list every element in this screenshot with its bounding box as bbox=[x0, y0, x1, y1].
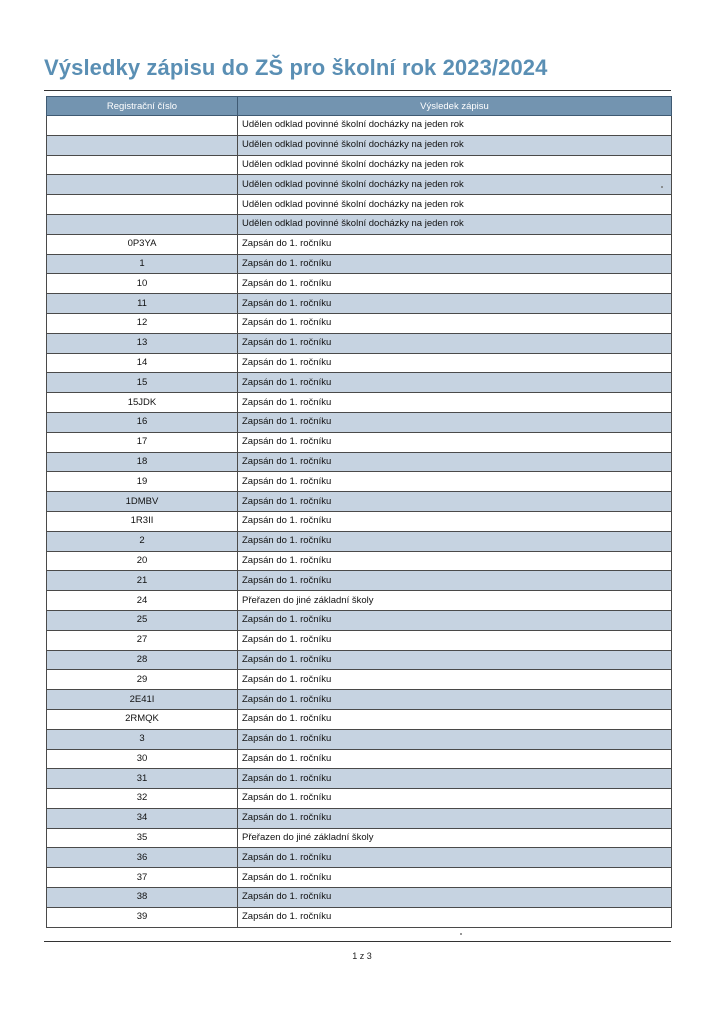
result-cell: Zapsán do 1. ročníku bbox=[238, 888, 672, 908]
registration-number-cell: 32 bbox=[47, 789, 238, 809]
result-cell: Zapsán do 1. ročníku bbox=[238, 393, 672, 413]
registration-number-cell: 39 bbox=[47, 907, 238, 927]
result-cell: Zapsán do 1. ročníku bbox=[238, 511, 672, 531]
registration-number-cell bbox=[47, 155, 238, 175]
table-row bbox=[47, 333, 672, 353]
table-row bbox=[47, 195, 672, 215]
result-cell: Zapsán do 1. ročníku bbox=[238, 333, 672, 353]
table-row bbox=[47, 175, 672, 195]
registration-number-cell: 15 bbox=[47, 373, 238, 393]
table-row bbox=[47, 313, 672, 333]
registration-number-cell: 2 bbox=[47, 531, 238, 551]
column-header-result: Výsledek zápisu bbox=[238, 97, 672, 116]
top-divider bbox=[44, 90, 671, 91]
table-row bbox=[47, 234, 672, 254]
result-cell: Zapsán do 1. ročníku bbox=[238, 412, 672, 432]
result-cell: Zapsán do 1. ročníku bbox=[238, 551, 672, 571]
registration-number-cell: 1 bbox=[47, 254, 238, 274]
table-row bbox=[47, 571, 672, 591]
result-cell: Zapsán do 1. ročníku bbox=[238, 848, 672, 868]
registration-number-cell: 37 bbox=[47, 868, 238, 888]
page-title: Výsledky zápisu do ZŠ pro školní rok 2023/2024 bbox=[44, 55, 548, 80]
result-cell: Zapsán do 1. ročníku bbox=[238, 670, 672, 690]
registration-number-cell: 35 bbox=[47, 828, 238, 848]
result-cell: Zapsán do 1. ročníku bbox=[238, 907, 672, 927]
registration-number-cell bbox=[47, 175, 238, 195]
result-cell: Udělen odklad povinné školní docházky na jeden rok bbox=[238, 116, 672, 136]
registration-number-cell: 24 bbox=[47, 591, 238, 611]
registration-number-cell: 25 bbox=[47, 610, 238, 630]
registration-number-cell: 34 bbox=[47, 808, 238, 828]
registration-number-cell: 18 bbox=[47, 452, 238, 472]
results-table bbox=[46, 96, 672, 928]
result-cell: Zapsán do 1. ročníku bbox=[238, 432, 672, 452]
table-row bbox=[47, 214, 672, 234]
registration-number-cell bbox=[47, 135, 238, 155]
result-cell: Zapsán do 1. ročníku bbox=[238, 789, 672, 809]
registration-number-cell: 15JDK bbox=[47, 393, 238, 413]
result-cell: Zapsán do 1. ročníku bbox=[238, 630, 672, 650]
table-row bbox=[47, 551, 672, 571]
result-cell: Zapsán do 1. ročníku bbox=[238, 709, 672, 729]
result-cell: Zapsán do 1. ročníku bbox=[238, 294, 672, 314]
registration-number-cell: 20 bbox=[47, 551, 238, 571]
table-row bbox=[47, 353, 672, 373]
page-number: 1 z 3 bbox=[352, 951, 372, 961]
table-row bbox=[47, 531, 672, 551]
result-cell: Zapsán do 1. ročníku bbox=[238, 254, 672, 274]
registration-number-cell: 28 bbox=[47, 650, 238, 670]
registration-number-cell: 31 bbox=[47, 769, 238, 789]
table-body bbox=[47, 116, 672, 928]
table-row bbox=[47, 670, 672, 690]
column-header-registration-number: Registrační číslo bbox=[47, 97, 238, 116]
scan-speck bbox=[661, 186, 663, 188]
registration-number-cell bbox=[47, 195, 238, 215]
scan-speck bbox=[460, 933, 462, 935]
result-cell: Zapsán do 1. ročníku bbox=[238, 650, 672, 670]
table-row bbox=[47, 749, 672, 769]
table-row bbox=[47, 511, 672, 531]
table-row bbox=[47, 492, 672, 512]
table-row bbox=[47, 690, 672, 710]
registration-number-cell: 29 bbox=[47, 670, 238, 690]
registration-number-cell: 12 bbox=[47, 313, 238, 333]
table-row bbox=[47, 650, 672, 670]
registration-number-cell: 0P3YA bbox=[47, 234, 238, 254]
registration-number-cell: 16 bbox=[47, 412, 238, 432]
result-cell: Zapsán do 1. ročníku bbox=[238, 610, 672, 630]
registration-number-cell bbox=[47, 116, 238, 136]
registration-number-cell: 17 bbox=[47, 432, 238, 452]
registration-number-cell: 30 bbox=[47, 749, 238, 769]
table-row bbox=[47, 452, 672, 472]
table-row bbox=[47, 888, 672, 908]
result-cell: Udělen odklad povinné školní docházky na jeden rok bbox=[238, 135, 672, 155]
result-cell: Zapsán do 1. ročníku bbox=[238, 868, 672, 888]
result-cell: Přeřazen do jiné základní školy bbox=[238, 828, 672, 848]
table-row bbox=[47, 135, 672, 155]
registration-number-cell: 2RMQK bbox=[47, 709, 238, 729]
registration-number-cell: 38 bbox=[47, 888, 238, 908]
table-row bbox=[47, 432, 672, 452]
registration-number-cell: 36 bbox=[47, 848, 238, 868]
table-row bbox=[47, 789, 672, 809]
result-cell: Udělen odklad povinné školní docházky na jeden rok bbox=[238, 195, 672, 215]
result-cell: Udělen odklad povinné školní docházky na jeden rok bbox=[238, 214, 672, 234]
result-cell: Zapsán do 1. ročníku bbox=[238, 234, 672, 254]
result-cell: Zapsán do 1. ročníku bbox=[238, 313, 672, 333]
table-row bbox=[47, 848, 672, 868]
table-row bbox=[47, 412, 672, 432]
table-row bbox=[47, 373, 672, 393]
result-cell: Zapsán do 1. ročníku bbox=[238, 690, 672, 710]
registration-number-cell: 2E41I bbox=[47, 690, 238, 710]
table-row bbox=[47, 274, 672, 294]
table-row bbox=[47, 155, 672, 175]
table-header-row bbox=[47, 97, 672, 116]
registration-number-cell bbox=[47, 214, 238, 234]
table-row bbox=[47, 868, 672, 888]
table-row bbox=[47, 907, 672, 927]
table-row bbox=[47, 294, 672, 314]
registration-number-cell: 13 bbox=[47, 333, 238, 353]
registration-number-cell: 27 bbox=[47, 630, 238, 650]
result-cell: Zapsán do 1. ročníku bbox=[238, 274, 672, 294]
table-row bbox=[47, 116, 672, 136]
result-cell: Zapsán do 1. ročníku bbox=[238, 531, 672, 551]
table-row bbox=[47, 254, 672, 274]
registration-number-cell: 1DMBV bbox=[47, 492, 238, 512]
result-cell: Zapsán do 1. ročníku bbox=[238, 353, 672, 373]
registration-number-cell: 21 bbox=[47, 571, 238, 591]
table-row bbox=[47, 610, 672, 630]
table-row bbox=[47, 393, 672, 413]
table-row bbox=[47, 808, 672, 828]
result-cell: Udělen odklad povinné školní docházky na jeden rok bbox=[238, 155, 672, 175]
table-row bbox=[47, 769, 672, 789]
result-cell: Zapsán do 1. ročníku bbox=[238, 571, 672, 591]
result-cell: Zapsán do 1. ročníku bbox=[238, 472, 672, 492]
result-cell: Udělen odklad povinné školní docházky na jeden rok bbox=[238, 175, 672, 195]
table-row bbox=[47, 709, 672, 729]
table-row bbox=[47, 630, 672, 650]
bottom-divider bbox=[44, 941, 671, 942]
registration-number-cell: 14 bbox=[47, 353, 238, 373]
registration-number-cell: 11 bbox=[47, 294, 238, 314]
registration-number-cell: 19 bbox=[47, 472, 238, 492]
result-cell: Zapsán do 1. ročníku bbox=[238, 769, 672, 789]
table-row bbox=[47, 828, 672, 848]
registration-number-cell: 3 bbox=[47, 729, 238, 749]
result-cell: Zapsán do 1. ročníku bbox=[238, 729, 672, 749]
registration-number-cell: 10 bbox=[47, 274, 238, 294]
result-cell: Zapsán do 1. ročníku bbox=[238, 808, 672, 828]
result-cell: Zapsán do 1. ročníku bbox=[238, 749, 672, 769]
table-row bbox=[47, 472, 672, 492]
result-cell: Zapsán do 1. ročníku bbox=[238, 373, 672, 393]
result-cell: Zapsán do 1. ročníku bbox=[238, 492, 672, 512]
results-table-container bbox=[46, 96, 671, 928]
table-row bbox=[47, 729, 672, 749]
result-cell: Zapsán do 1. ročníku bbox=[238, 452, 672, 472]
registration-number-cell: 1R3II bbox=[47, 511, 238, 531]
table-row bbox=[47, 591, 672, 611]
result-cell: Přeřazen do jiné základní školy bbox=[238, 591, 672, 611]
